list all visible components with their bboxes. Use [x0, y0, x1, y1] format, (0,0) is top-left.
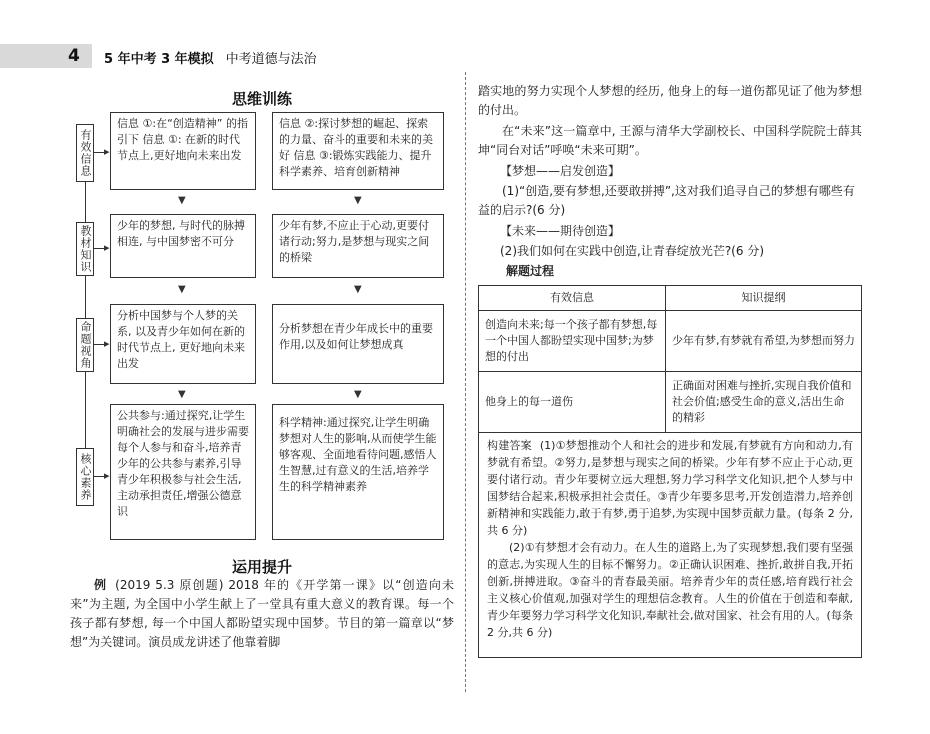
example-text: (2019 5.3 原创题) 2018 年的《开学第一课》以“创造向未来”为主题, 为全国中小学生献上了一堂具有重大意义的教育课。每一个孩子都有梦想, 每一个中国人都盼望实现中国梦。节目的第一篇章以“梦想”为关键词。演员成龙讲述了他靠着脚	[70, 578, 454, 649]
page-number: 4	[68, 46, 80, 66]
connector-line	[85, 372, 86, 448]
answer-part1-block	[487, 437, 853, 539]
category-question-perspective: 命题视角	[76, 318, 94, 372]
question1: (1)“创造,要有梦想,还要敢拼搏”,这对我们追寻自己的梦想有哪些有益的启示?(6 分)	[478, 184, 855, 217]
answer-box	[478, 432, 862, 658]
literacy-box-left: 公共参与:通过探究,让学生明确社会的发展与进步需要每个人参与和奋斗,培养青少年的公共参与素养,引导青少年积极参与社会生活,主动承担责任,增强公德意识	[110, 404, 256, 540]
category-textbook-knowledge: 教材知识	[76, 222, 94, 276]
knowledge-box-left: 少年的梦想, 与时代的脉搏相连, 与中国梦密不可分	[110, 214, 256, 278]
example-continued: 踏实地的努力实现个人梦想的经历, 他身上的每一道伤都见证了他为梦想的付出。	[478, 84, 862, 117]
category-effective-info: 有效信息	[76, 124, 94, 182]
solution-process-title: 解题过程	[506, 264, 555, 278]
book-subject: 中考道德与法治	[225, 52, 317, 67]
connector-line	[85, 182, 86, 222]
arrow-down-icon: ▼	[178, 195, 186, 206]
table-cell-info: 创造向未来;每一个孩子都有梦想,每一个中国人都盼望实现中国梦;为梦想的付出	[479, 311, 666, 372]
table-header-row	[479, 286, 862, 311]
arrow-right-icon: ▸	[104, 241, 110, 254]
arrow-right-icon: ▸	[104, 145, 110, 158]
arrow-down-icon: ▼	[178, 284, 186, 295]
arrow-right-icon: ▸	[104, 337, 110, 350]
table-cell-knowledge: 少年有梦,有梦就有希望,为梦想而努力	[666, 311, 862, 372]
table-header-knowledge: 知识提纲	[666, 286, 862, 311]
application-title: 运用提升	[232, 558, 293, 576]
perspective-box-left: 分析中国梦与个人梦的关系, 以及青少年如何在新的时代节点上, 更好地向未来出发	[110, 304, 256, 384]
example-label: 例	[94, 578, 108, 592]
answer-part1: (1)①梦想推动个人和社会的进步和发展,有梦就有方向和动力,有梦就有希望。②努力,是梦想与现实之间的桥梁。少年有梦不应止于心动,更要付诸行动。青少年要树立远大理想,努力学习科学文化知识,把个人梦与中国梦结合起来,积极承担社会责任。③青少年要多思考,开发创造潜力,培养创新精神和实践能力,敢于有梦,勇于追梦,为实现中国梦贡献力量。(每条 2 分,共 6 分)	[487, 439, 854, 537]
question2: (2)我们如何在实践中创造,让青春绽放光芒?(6 分)	[500, 244, 764, 258]
book-header	[104, 48, 317, 67]
perspective-box-right: 分析梦想在青少年成长中的重要作用,以及如何让梦想成真	[272, 304, 444, 384]
answer-label: 构建答案	[487, 439, 532, 452]
arrow-down-icon: ▼	[178, 389, 186, 400]
table-cell-info: 他身上的每一道伤	[479, 372, 666, 433]
example-paragraph	[70, 576, 454, 652]
info-box-1-left: 信息 ①:在“创造精神” 的指引下 信息 ①: 在新的时代节点上,更好地向未来出发	[110, 112, 256, 190]
arrow-down-icon: ▼	[354, 284, 362, 295]
thinking-training-title: 思维训练	[232, 90, 293, 108]
answer-part2: (2)①有梦想才会有动力。在人生的道路上,为了实现梦想,我们要有坚强的意志,为实现人生的目标不懈努力。②正确认识困难、挫折,敢拼自我,开拓创新,拼搏进取。③奋斗的青春最美丽。培养青少年的责任感,培育践行社会主义核心价值观,加强对学生的理想信念教育。人生的价值在于创造和奉献,青少年要努力学习科学文化知识,奉献社会,做对国家、社会有用的人。(每条 2 分,共 6 分)	[487, 541, 853, 639]
example-paragraph-2: 在“未来”这一篇章中, 王源与清华大学副校长、中国科学院院士薛其坤“同台对话”呼唤“未来可期”。	[478, 124, 862, 157]
solution-table	[478, 285, 862, 433]
knowledge-box-right: 少年有梦,不应止于心动,更要付诸行动;努力,是梦想与现实之间的桥梁	[272, 214, 444, 278]
column-divider	[465, 72, 466, 692]
arrow-down-icon: ▼	[354, 389, 362, 400]
literacy-box-right: 科学精神:通过探究,让学生明确梦想对人生的影响,从而使学生能够客观、全面地看待问题,感悟人生智慧,过有意义的生活,培养学生的科学精神素养	[272, 404, 444, 540]
connector-line	[85, 276, 86, 318]
question1-heading: 【梦想——启发创造】	[500, 164, 621, 178]
category-core-literacy: 核心素养	[76, 448, 94, 506]
arrow-right-icon: ▸	[104, 469, 110, 482]
table-cell-knowledge: 正确面对困难与挫折,实现自我价值和社会价值;感受生命的意义,活出生命的精彩	[666, 372, 862, 433]
table-row	[479, 311, 862, 372]
question2-heading: 【未来——期待创造】	[500, 224, 621, 238]
book-series: 5 年中考 3 年模拟	[104, 52, 214, 67]
table-header-info: 有效信息	[479, 286, 666, 311]
table-row	[479, 372, 862, 433]
arrow-down-icon: ▼	[354, 195, 362, 206]
info-box-1-right: 信息 ②:探讨梦想的崛起、探索的力量、奋斗的重要和未来的美好 信息 ③:锻炼实践能力、提升科学素养、培育创新精神	[272, 112, 444, 190]
